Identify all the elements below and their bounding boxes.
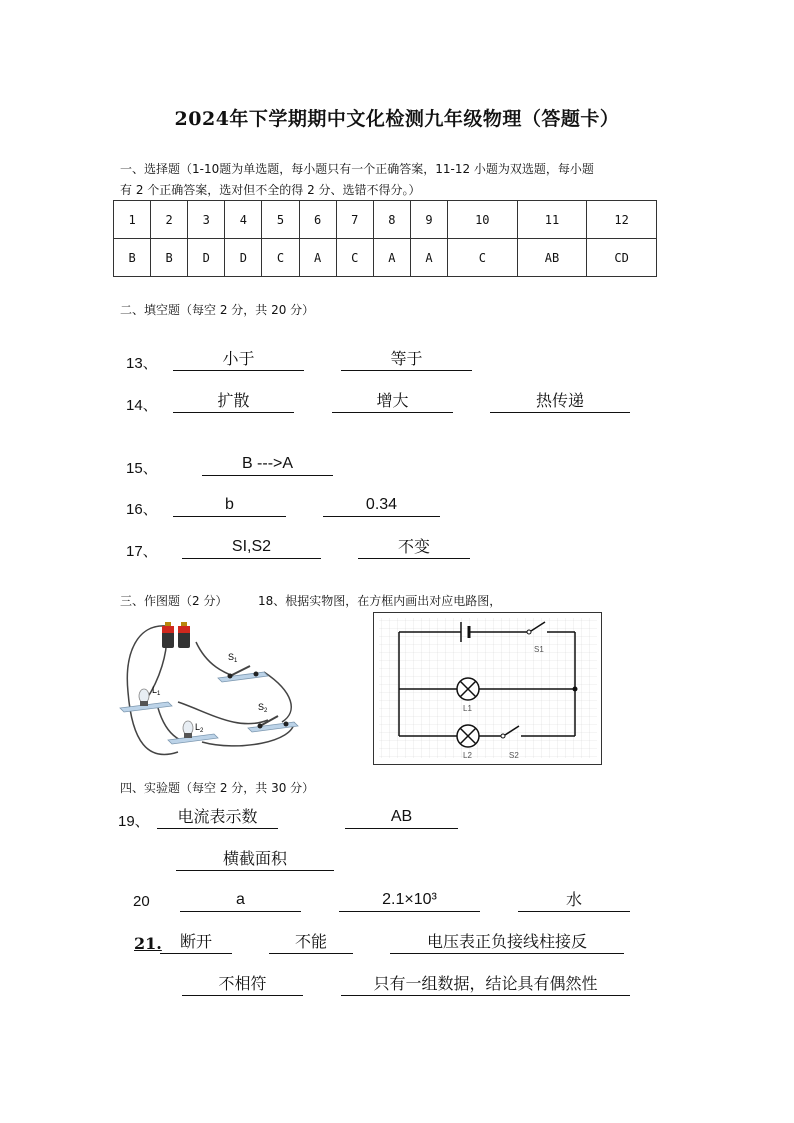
question-number-cell: 8 xyxy=(373,201,410,239)
section3-heading: 三、作图题（2 分） xyxy=(120,594,228,608)
lamp-l2-symbol-icon xyxy=(457,725,479,747)
switch-s1-icon xyxy=(218,666,268,682)
q21-answer-1: 断开 xyxy=(160,931,232,954)
q14-answer-1: 扩散 xyxy=(173,390,294,413)
q20-answer-1: a xyxy=(180,889,301,912)
page-title: 2024年下学期期中文化检测九年级物理（答题卡） xyxy=(174,108,620,130)
section2-heading: 二、填空题（每空 2 分，共 20 分） xyxy=(120,303,315,317)
answer-table-answer-row xyxy=(114,239,657,277)
question-number-cell: 7 xyxy=(336,201,373,239)
q19-answer-2: AB xyxy=(345,806,458,829)
diagram-label-l2: L2 xyxy=(463,751,472,760)
lamp-l2-icon xyxy=(168,721,218,744)
q20-label: 20 xyxy=(133,893,150,910)
q16-answer-2: 0.34 xyxy=(323,494,440,517)
q21-label: 21. xyxy=(134,934,162,953)
section1-heading-line2 xyxy=(120,181,421,198)
q19-label: 19、 xyxy=(118,813,150,830)
q19-answer-3: 横截面积 xyxy=(176,848,334,871)
answer-cell: A xyxy=(299,239,336,277)
lamp-l1-symbol-icon xyxy=(457,678,479,700)
battery-icon xyxy=(162,622,190,648)
q13-answer-1: 小于 xyxy=(173,348,304,371)
answer-cell: CD xyxy=(587,239,657,277)
answer-cell: C xyxy=(262,239,299,277)
q16-label: 16、 xyxy=(126,501,158,518)
section4-heading: 四、实验题（每空 2 分，共 30 分） xyxy=(120,781,315,795)
answer-cell: A xyxy=(410,239,447,277)
q16-answer-1: b xyxy=(173,494,286,517)
answer-table-number-row xyxy=(114,201,657,239)
circuit-diagram xyxy=(373,612,603,766)
photo-label-l1: $L_1$ xyxy=(152,685,161,697)
q14-answer-2: 增大 xyxy=(332,390,453,413)
q17-answer-1: SI,S2 xyxy=(182,536,321,559)
q20-answer-3: 水 xyxy=(518,889,630,912)
answer-cell: AB xyxy=(517,239,587,277)
q17-answer-2: 不变 xyxy=(358,536,470,559)
question-number-cell: 6 xyxy=(299,201,336,239)
question-number-cell: 3 xyxy=(188,201,225,239)
section1-heading-text1: 一、选择题（1-10题为单选题，每小题只有一个正确答案，11-12 小题为双选题，每小题 xyxy=(120,162,594,176)
q21-answer-3: 电压表正负接线柱接反 xyxy=(390,931,624,954)
answer-cell: C xyxy=(447,239,517,277)
q15-answer-1: B --->A xyxy=(202,453,333,476)
q17-label: 17、 xyxy=(126,543,158,560)
q14-answer-3: 热传递 xyxy=(490,390,630,413)
question-number-cell: 4 xyxy=(225,201,262,239)
question-number-cell: 2 xyxy=(151,201,188,239)
answer-cell: B xyxy=(151,239,188,277)
q19-answer-1: 电流表示数 xyxy=(157,806,278,829)
q21-answer-4: 不相符 xyxy=(182,973,303,996)
circuit-photo-illustration xyxy=(118,612,304,772)
question-number-cell: 1 xyxy=(114,201,151,239)
answer-cell: D xyxy=(188,239,225,277)
answer-cell: C xyxy=(336,239,373,277)
section1-heading-text2: 有 2 个正确答案，选对但不全的得 2 分、选错不得分。） xyxy=(120,183,421,197)
q13-label: 13、 xyxy=(126,355,158,372)
q15-label: 15、 xyxy=(126,460,158,477)
question-number-cell: 9 xyxy=(410,201,447,239)
answer-cell: A xyxy=(373,239,410,277)
photo-label-l2: $L_2$ xyxy=(195,722,204,734)
q21-answer-2: 不能 xyxy=(269,931,353,954)
photo-label-s1: $S_1$ xyxy=(228,652,238,664)
question-number-cell: 11 xyxy=(517,201,587,239)
question-number-cell: 5 xyxy=(262,201,299,239)
answer-table xyxy=(113,200,657,277)
diagram-label-l1: L1 xyxy=(463,704,472,713)
section1-heading-line1 xyxy=(120,160,594,177)
answer-cell: D xyxy=(225,239,262,277)
question-number-cell: 10 xyxy=(447,201,517,239)
q20-answer-2: 2.1×10³ xyxy=(339,889,480,912)
photo-label-s2: $S_2$ xyxy=(258,702,268,714)
q21-answer-5: 只有一组数据，结论具有偶然性 xyxy=(341,973,630,996)
q18-question: 18、根据实物图，在方框内画出对应电路图， xyxy=(258,594,502,608)
q14-label: 14、 xyxy=(126,397,158,414)
diagram-label-s1: S1 xyxy=(534,645,544,654)
q13-answer-2: 等于 xyxy=(341,348,472,371)
junction-dot xyxy=(573,687,578,692)
diagram-label-s2: S2 xyxy=(509,751,519,760)
answer-cell: B xyxy=(114,239,151,277)
question-number-cell: 12 xyxy=(587,201,657,239)
